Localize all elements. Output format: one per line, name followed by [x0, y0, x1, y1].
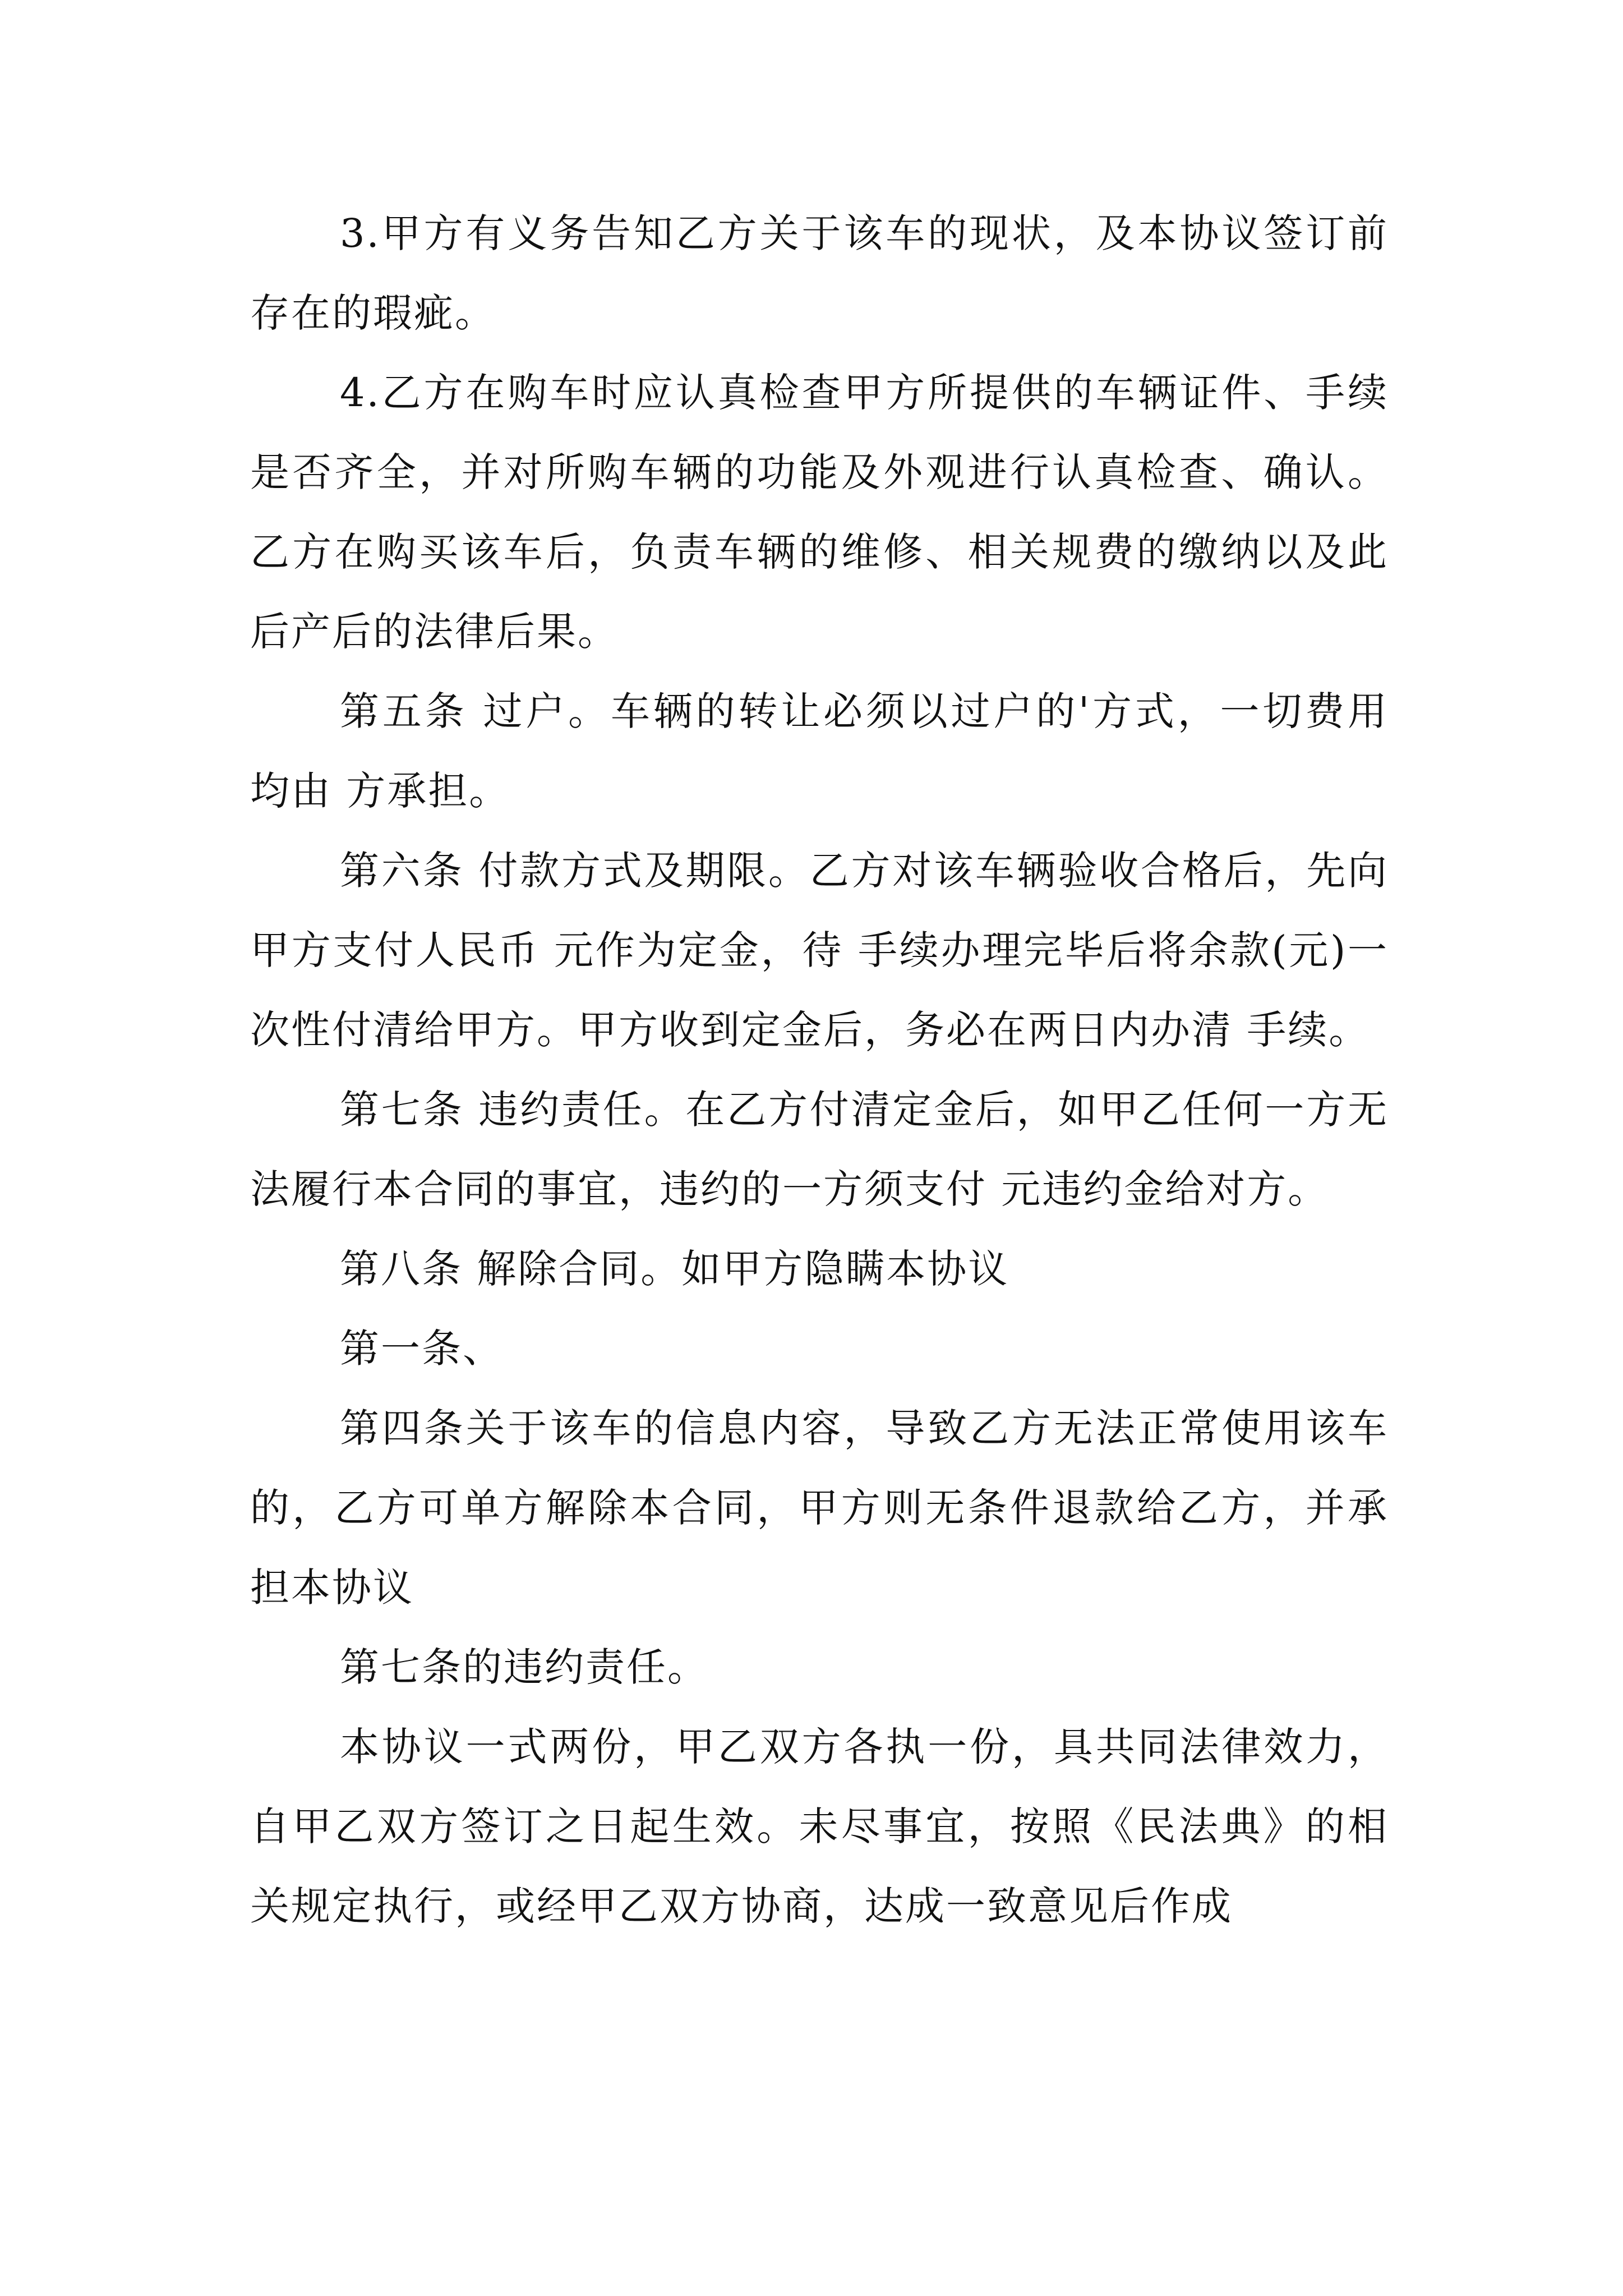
- paragraph-article-7: 第七条 违约责任。在乙方付清定金后，如甲乙任何一方无法履行本合同的事宜，违约的一方须支付 元违约金给对方。: [250, 1087, 1389, 1212]
- paragraph-article-4-ref: 第四条关于该车的信息内容，导致乙方无法正常使用该车的，乙方可单方解除本合同，甲方则无条件退款给乙方，并承担本协议: [250, 1405, 1389, 1611]
- paragraph-article-7-ref: 第七条的违约责任。: [340, 1644, 708, 1690]
- paragraph-article-6: 第六条 付款方式及期限。乙方对该车辆验收合格后，先向甲方支付人民币 元作为定金，待 手续办理完毕后将余款(元)一次性付清给甲方。甲方收到定金后，务必在两日内办清 手续。: [250, 848, 1389, 1053]
- paragraph-article-1-ref: 第一条、: [340, 1326, 504, 1372]
- paragraph-clause-4: 4.乙方在购车时应认真检查甲方所提供的车辆证件、手续是否齐全，并对所购车辆的功能及外观进行认真检查、确认。乙方在购买该车后，负责车辆的维修、相关规费的缴纳以及此后产后的法律后果。: [250, 370, 1389, 655]
- paragraph-closing: 本协议一式两份，甲乙双方各执一份，具共同法律效力，自甲乙双方签订之日起生效。未尽事宜，按照《民法典》的相关规定执行，或经甲乙双方协商，达成一致意见后作成: [250, 1724, 1389, 1929]
- paragraph-article-8: 第八条 解除合同。如甲方隐瞒本协议: [340, 1246, 1009, 1292]
- paragraph-article-5: 第五条 过户。车辆的转让必须以过户的'方式，一切费用均由 方承担。: [250, 688, 1389, 814]
- document-body: [250, 194, 1389, 1946]
- paragraph-clause-3: 3.甲方有义务告知乙方关于该车的现状，及本协议签订前存在的瑕疵。: [250, 210, 1389, 336]
